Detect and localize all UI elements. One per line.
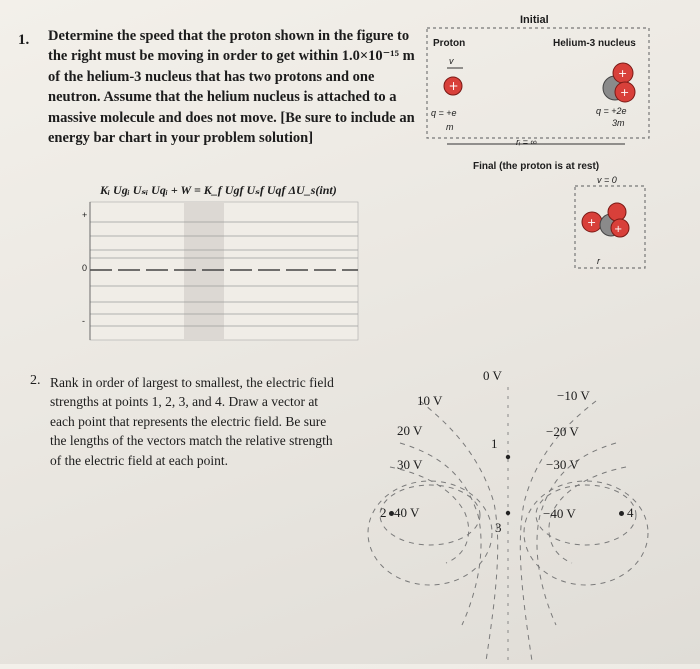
voltage-neg40v-label: −40 V <box>543 506 576 521</box>
voltage-20v-label: 20 V <box>397 423 423 438</box>
svg-text:+: + <box>618 67 628 80</box>
problem-2-text: Rank in order of largest to smallest, the electric field strengths at points 1, 2, 3, and 4. Draw a vector at each point that represents the electric field. Be sure the lengths of the vectors match the relative strength of the electric field at each point. <box>50 375 334 468</box>
voltage-40v-label: 40 V <box>394 505 420 520</box>
proton-charge-label: q = +e <box>431 108 457 118</box>
proton-mass-label: m <box>446 122 454 132</box>
final-distance-label: r <box>597 256 600 266</box>
svg-text:+: + <box>448 79 459 93</box>
helium-mass-label: 3m <box>612 118 625 128</box>
proton-label: Proton <box>433 38 466 49</box>
voltage-neg30v-label: −30 V <box>546 457 579 472</box>
velocity-label: v <box>449 56 454 66</box>
initial-title: Initial <box>520 14 549 26</box>
final-title: Final (the proton is at rest) <box>473 161 600 172</box>
voltage-10v-label: 10 V <box>417 393 443 408</box>
problem-1-text: Determine the speed that the proton shown in the figure to the right must be moving in order to get within 1.0×10⁻¹⁵ m of the helium-3 nucleus that has two protons and one neutron. Assume that the helium nucleus is attached to a massive molecule and does not move. [Be sure to include an energy bar chart in your problem solution] <box>48 28 415 147</box>
svg-text:+: + <box>620 86 630 99</box>
energy-bar-chart[interactable] <box>74 202 358 342</box>
voltage-30v-label: 30 V <box>397 457 423 472</box>
point-4-label: 4 <box>627 505 634 520</box>
voltage-neg10v-label: −10 V <box>557 388 590 403</box>
voltage-neg20v-label: −20 V <box>546 424 579 439</box>
chart-zero-label: 0 <box>82 263 88 273</box>
point-3-label: 3 <box>495 520 502 535</box>
proton-helium-figure <box>425 0 665 235</box>
svg-text:+: + <box>587 216 597 229</box>
problem-1-number: 1. <box>18 32 30 48</box>
helium-label: Helium-3 nucleus <box>553 38 636 49</box>
voltage-0v-label: 0 V <box>483 368 502 383</box>
point-4-dot[interactable] <box>619 511 624 516</box>
chart-plus-label: + <box>82 210 88 220</box>
point-1-label: 1 <box>491 436 498 451</box>
problem-2-number: 2. <box>30 373 41 388</box>
energy-equation: Kᵢ Uɡᵢ Uₛᵢ Uqᵢ + W = K_f Uɡf Uₛf Uqf ΔU_s(int) <box>100 183 337 197</box>
svg-text:+: + <box>614 224 623 235</box>
point-2-dot[interactable] <box>389 511 394 516</box>
helium-charge-label: q = +2e <box>596 106 627 116</box>
chart-minus-label: - <box>82 316 85 326</box>
initial-distance-label: rᵢ = ∞ <box>516 137 537 147</box>
point-2-label: 2 <box>380 505 387 520</box>
final-velocity-label: v = 0 <box>597 175 617 185</box>
